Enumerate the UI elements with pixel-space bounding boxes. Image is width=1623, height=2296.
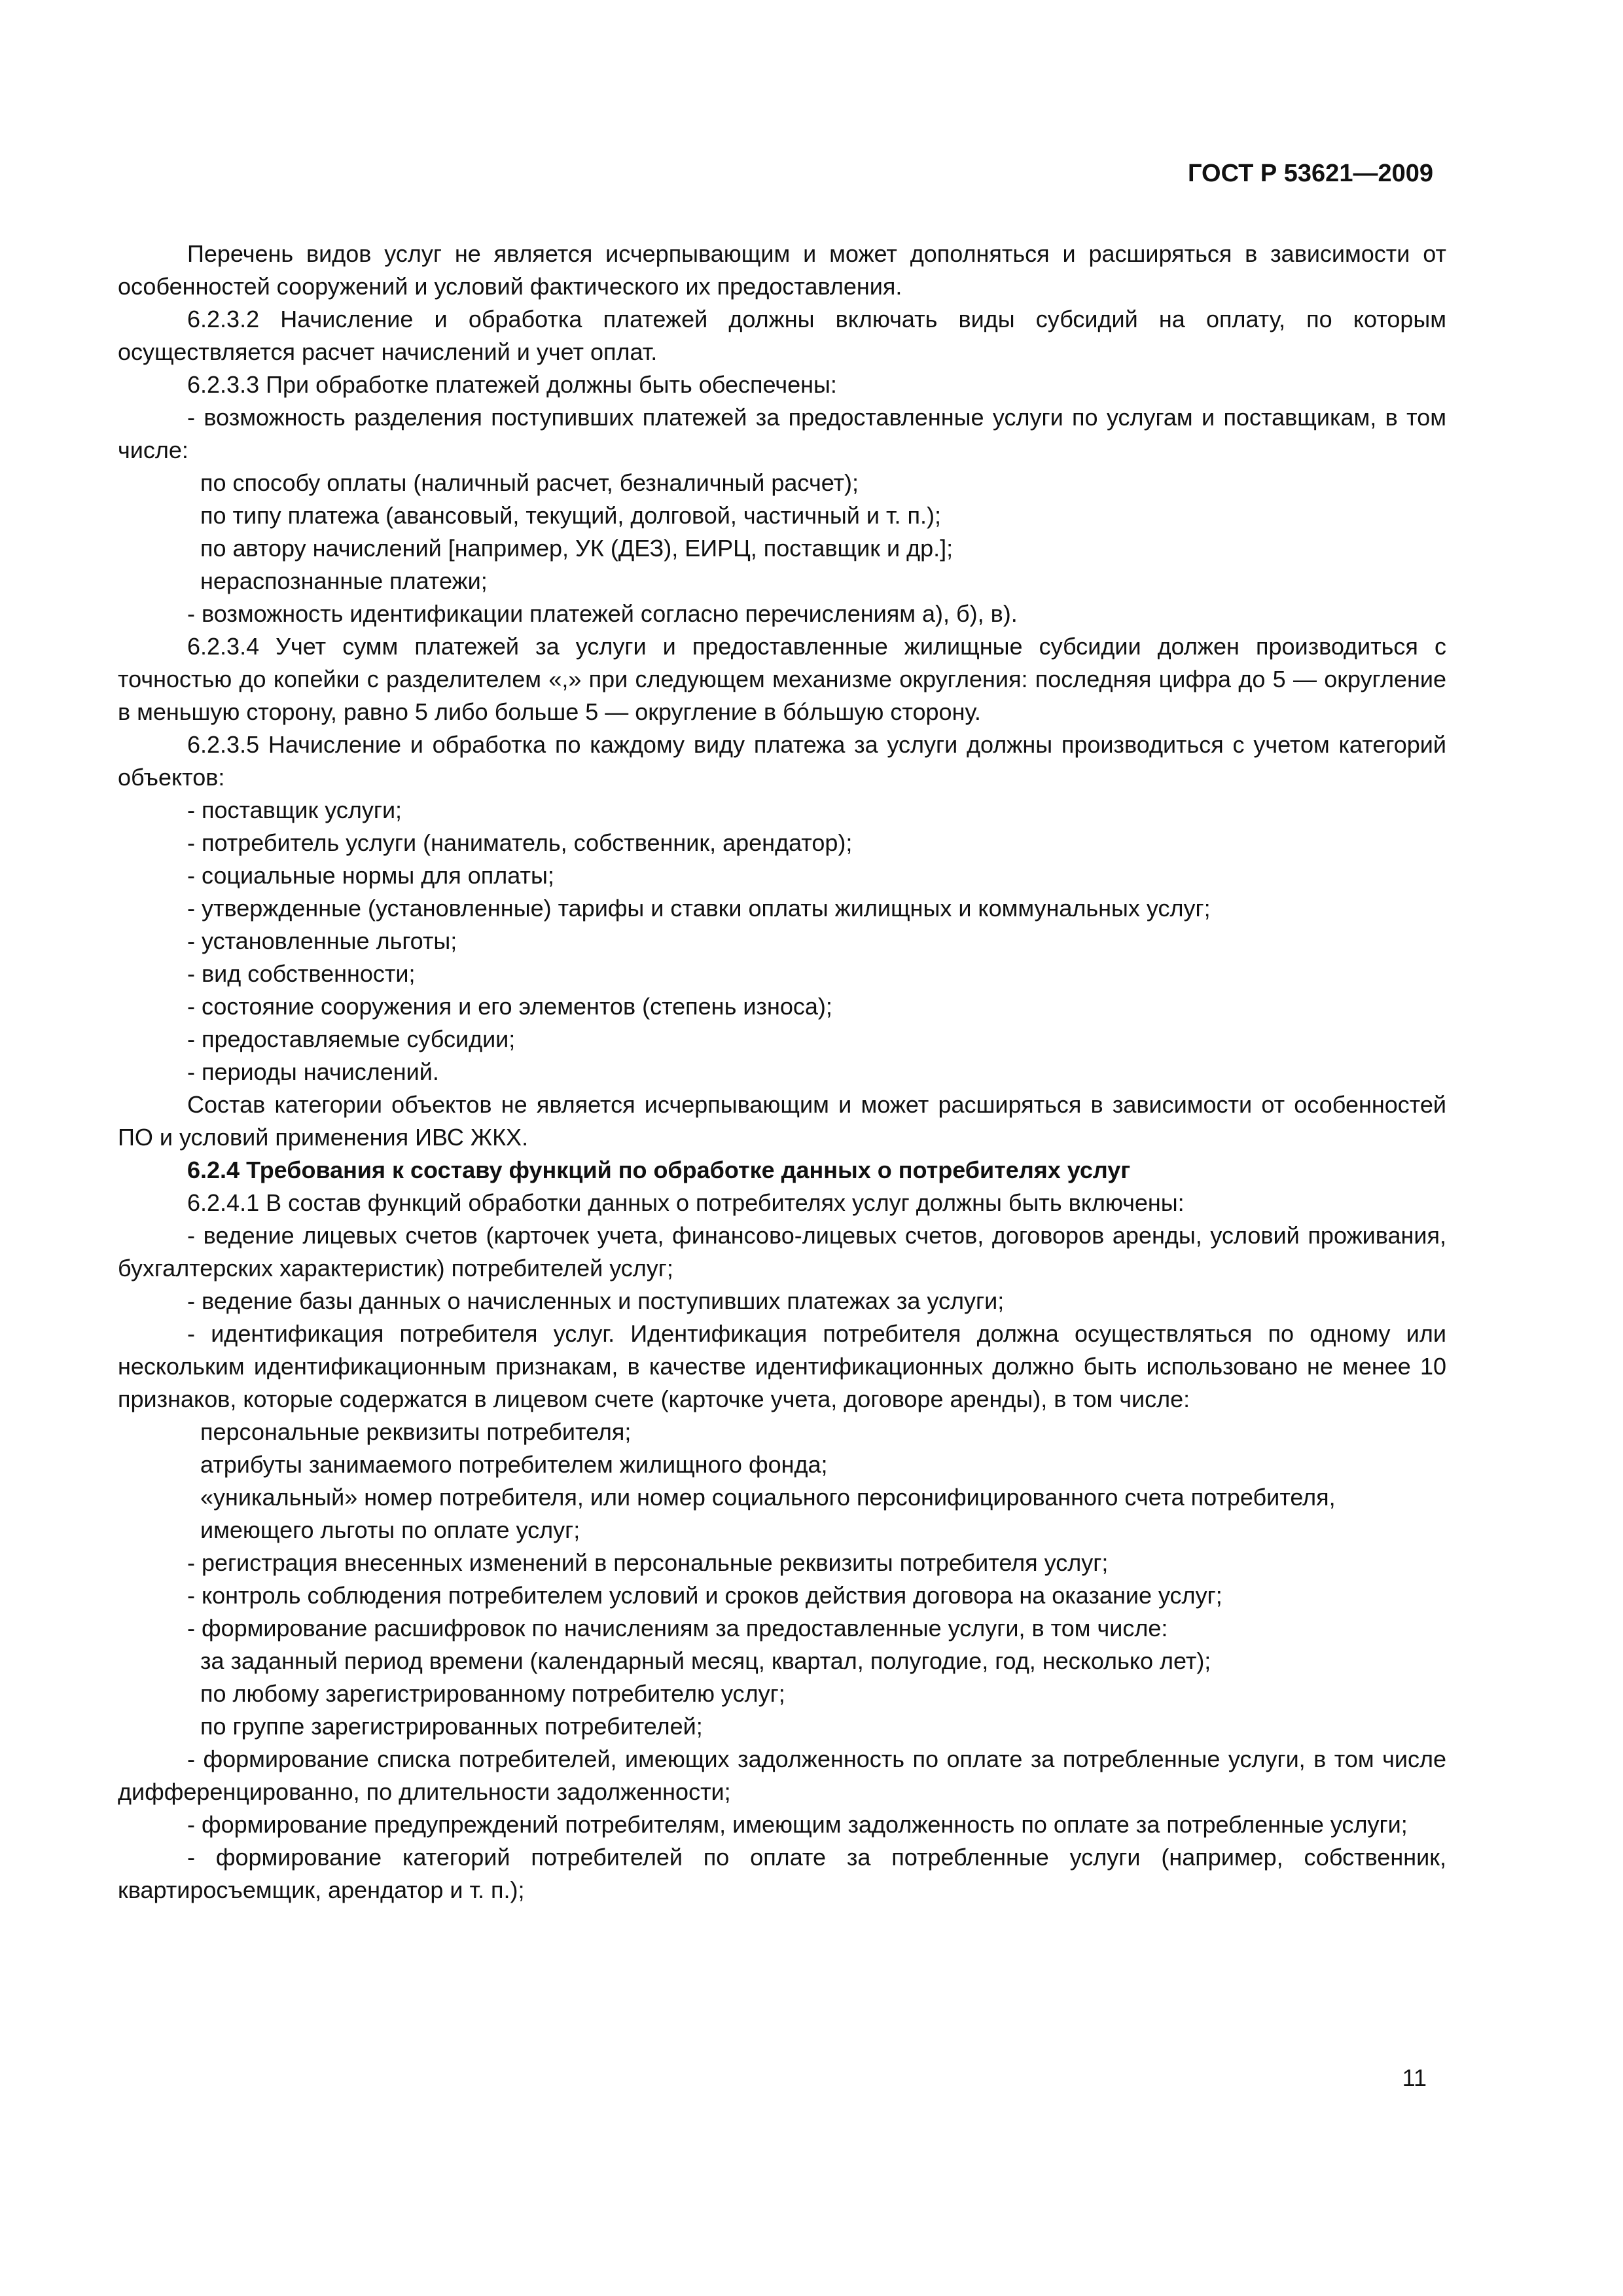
- section-heading-6-2-4: 6.2.4 Требования к составу функций по обработке данных о потребителях услуг: [187, 1157, 1131, 1183]
- list-item: - социальные нормы для оплаты;: [187, 862, 554, 889]
- clause-6-2-4-1: 6.2.4.1 В состав функций обработки данных о потребителях услуг должны быть включены:: [187, 1189, 1185, 1216]
- list-item: - идентификация потребителя услуг. Идентификация потребителя должна осуществляться по одному или нескольким идентификационным признакам, в качестве идентификационных должно быть использовано не менее 10 признаков, которые содержатся в лицевом счете (карточке учета, договоре аренды), в том числе:: [118, 1320, 1446, 1412]
- list-item: - регистрация внесенных изменений в персональные реквизиты потребителя услуг;: [187, 1549, 1109, 1576]
- paragraph: Состав категории объектов не является исчерпывающим и может расширяться в зависимости от особенностей ПО и условий применения ИВС ЖКХ.: [118, 1091, 1446, 1151]
- sub-list-item: персональные реквизиты потребителя;: [200, 1418, 632, 1445]
- sub-list-item: атрибуты занимаемого потребителем жилищного фонда;: [200, 1451, 828, 1478]
- list-item: - контроль соблюдения потребителем условий и сроков действия договора на оказание услуг;: [187, 1582, 1222, 1609]
- list-item: - утвержденные (установленные) тарифы и ставки оплаты жилищных и коммунальных услуг;: [187, 895, 1211, 922]
- sub-list-item: «уникальный» номер потребителя, или номер социального персонифицированного счета потребителя, имеющего льготы по оплате услуг;: [200, 1484, 1336, 1543]
- clause-6-2-3-3: 6.2.3.3 При обработке платежей должны быть обеспечены:: [187, 371, 837, 398]
- sub-list-item: по типу платежа (авансовый, текущий, долговой, частичный и т. п.);: [200, 502, 941, 529]
- document-body: [118, 238, 1446, 1907]
- list-item: - потребитель услуги (наниматель, собственник, арендатор);: [187, 829, 853, 856]
- sub-list-item: по автору начислений [например, УК (ДЕЗ), ЕИРЦ, поставщик и др.];: [200, 535, 954, 562]
- list-item: - формирование категорий потребителей по оплате за потребленные услуги (например, собственник, квартиросъемщик, арендатор и т. п.);: [118, 1844, 1446, 1903]
- page-number: 11: [1402, 2064, 1427, 2091]
- sub-list-item: нераспознанные платежи;: [200, 567, 488, 594]
- paragraph: Перечень видов услуг не является исчерпывающим и может дополняться и расширяться в зависимости от особенностей сооружений и условий фактического их предоставления.: [118, 240, 1446, 300]
- clause-6-2-3-5: 6.2.3.5 Начисление и обработка по каждому виду платежа за услуги должны производиться с учетом категорий объектов:: [118, 731, 1446, 791]
- list-item: - ведение лицевых счетов (карточек учета, финансово-лицевых счетов, договоров аренды, условий проживания, бухгалтерских характеристик) потребителей услуг;: [118, 1222, 1446, 1282]
- list-item: - вид собственности;: [187, 960, 416, 987]
- list-item: - установленные льготы;: [187, 927, 457, 954]
- list-item: - поставщик услуги;: [187, 797, 402, 823]
- sub-list-item: по любому зарегистрированному потребителю услуг;: [200, 1680, 785, 1707]
- list-item: - предоставляемые субсидии;: [187, 1026, 516, 1052]
- list-item: - возможность разделения поступивших платежей за предоставленные услуги по услугам и поставщикам, в том числе:: [118, 404, 1446, 463]
- list-item: - формирование предупреждений потребителям, имеющим задолженность по оплате за потребленные услуги;: [187, 1811, 1408, 1838]
- list-item: - возможность идентификации платежей согласно перечислениям а), б), в).: [187, 600, 1018, 627]
- list-item: - состояние сооружения и его элементов (степень износа);: [187, 993, 832, 1020]
- list-item: - периоды начислений.: [187, 1058, 439, 1085]
- sub-list-item: по группе зарегистрированных потребителей;: [200, 1713, 703, 1740]
- list-item: - формирование списка потребителей, имеющих задолженность по оплате за потребленные услуги, в том числе дифференцированно, по длительности задолженности;: [118, 1746, 1446, 1805]
- sub-list-item: за заданный период времени (календарный месяц, квартал, полугодие, год, несколько лет);: [200, 1647, 1211, 1674]
- clause-6-2-3-4: 6.2.3.4 Учет сумм платежей за услуги и предоставленные жилищные субсидии должен производиться с точностью до копейки с разделителем «,» при следующем механизме округления: последняя цифра до 5 — округление в меньшую сторону, равно 5 либо больше 5 — округление в бóльшую сторону.: [118, 633, 1446, 725]
- clause-6-2-3-2: 6.2.3.2 Начисление и обработка платежей должны включать виды субсидий на оплату, по которым осуществляется расчет начислений и учет оплат.: [118, 306, 1446, 365]
- list-item: - формирование расшифровок по начислениям за предоставленные услуги, в том числе:: [187, 1615, 1168, 1641]
- sub-list-item: по способу оплаты (наличный расчет, безналичный расчет);: [200, 469, 859, 496]
- list-item: - ведение базы данных о начисленных и поступивших платежах за услуги;: [187, 1287, 1005, 1314]
- document-id-header: ГОСТ Р 53621—2009: [1188, 160, 1433, 187]
